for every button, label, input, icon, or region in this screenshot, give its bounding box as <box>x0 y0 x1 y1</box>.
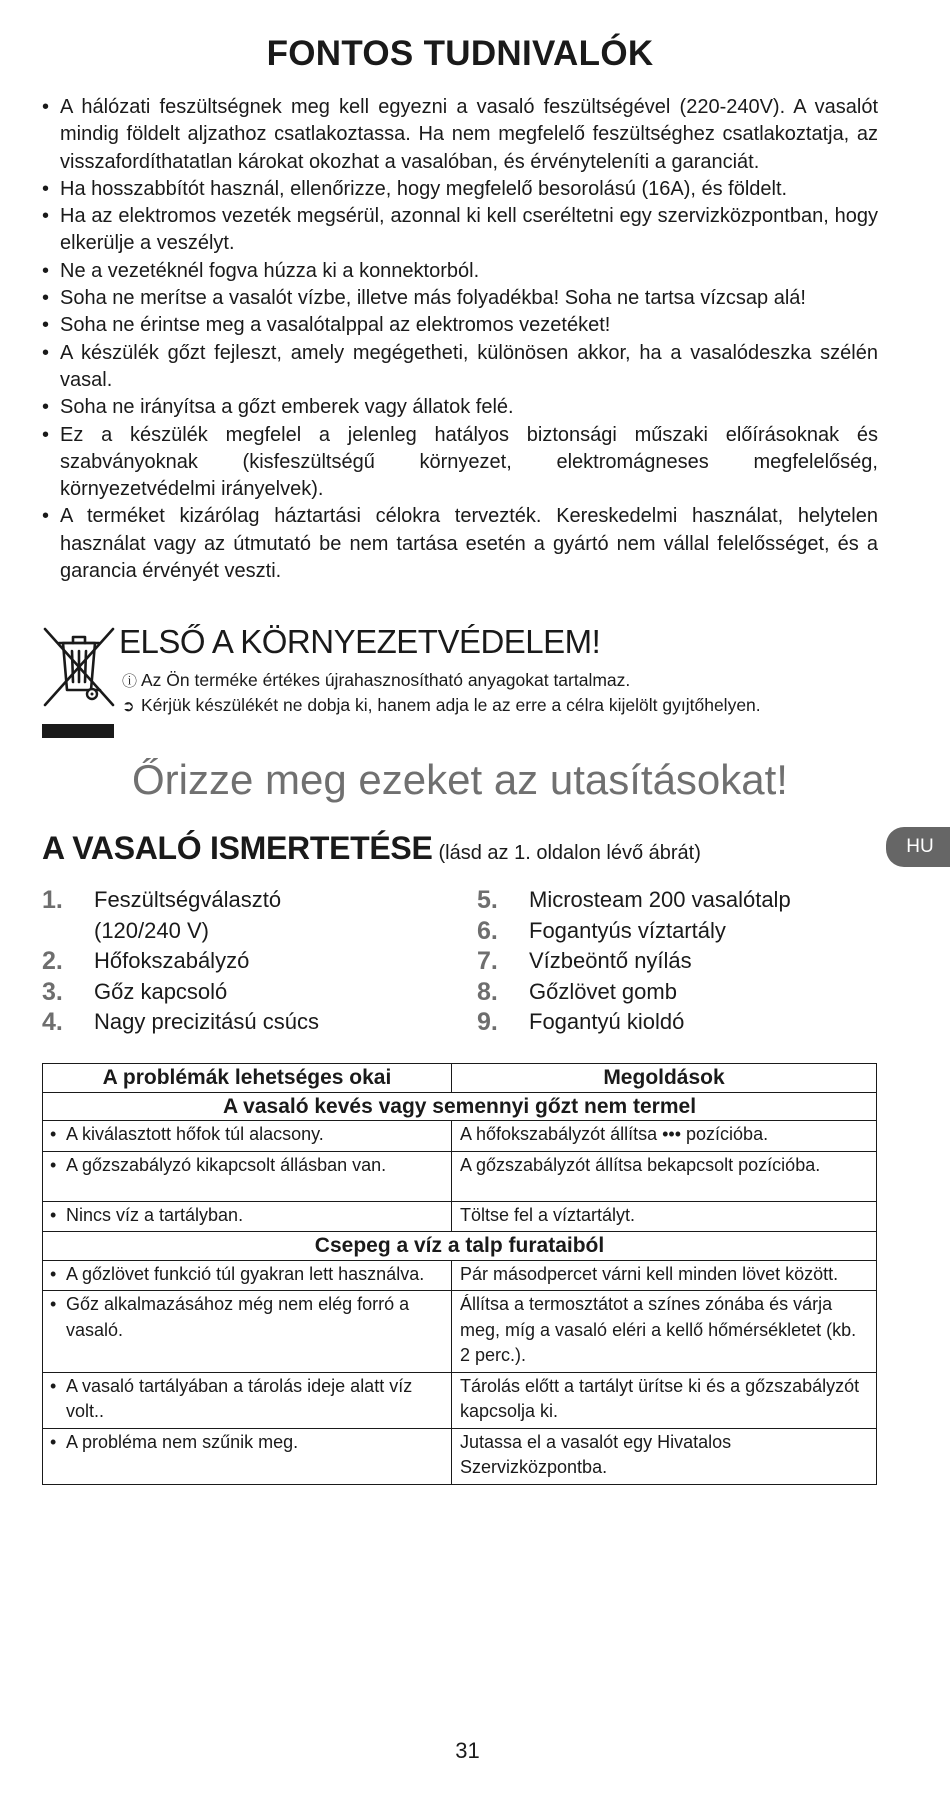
part-label: Fogantyús víztartály <box>529 917 726 943</box>
part-number: 4. <box>42 1008 63 1036</box>
part-number: 7. <box>477 947 498 975</box>
cause-cell: • A gőzszabályzó kikapcsolt állásban van. <box>43 1151 452 1201</box>
solution-cell: Állítsa a termosztátot a színes zónába és várja meg, míg a vasaló eléri a kellő hőmérsékletet (kb. 2 perc.). <box>452 1291 877 1373</box>
part-label: Fogantyú kioldó <box>529 1009 685 1034</box>
cause-cell: • A probléma nem szűnik meg. <box>43 1428 452 1484</box>
divider-bar <box>42 724 114 738</box>
description-title: A VASALÓ ISMERTETÉSE <box>42 830 433 866</box>
recyclable-note-text: Az Ön terméke értékes újrahasznosítható anyagokat tartalmaz. <box>141 670 631 690</box>
part-item <box>477 946 897 977</box>
solution-cell: Töltse fel a víztartályt. <box>452 1201 877 1232</box>
part-label: Nagy precizitású csúcs <box>94 1009 319 1034</box>
table-section-row <box>43 1232 877 1261</box>
crossed-out-wheelie-bin-icon <box>42 626 116 708</box>
part-item <box>42 1007 442 1038</box>
table-section-row <box>43 1092 877 1121</box>
table-row <box>43 1291 877 1373</box>
part-item <box>477 977 897 1008</box>
safety-item: • A terméket kizárólag háztartási célokra tervezték. Kereskedelmi használat, helytelen használat vagy az útmutató be nem tartása esetén a gyártó nem vállal felelősséget, és a garancia érvényét veszti. <box>42 503 878 585</box>
part-label: Gőzlövet gomb <box>529 978 677 1004</box>
part-number: 2. <box>42 947 63 975</box>
info-icon: ⓘ <box>122 673 138 690</box>
section-heading: Csepeg a víz a talp furataiból <box>43 1232 877 1261</box>
solution-cell: A hőfokszabályzót állítsa ••• pozícióba. <box>452 1121 877 1152</box>
safety-list <box>42 94 878 585</box>
safety-item: • Ne a vezetéknél fogva húzza ki a konnektorból. <box>42 258 878 285</box>
solution-cell: Pár másodpercet várni kell minden lövet között. <box>452 1260 877 1291</box>
safety-item: • Ha az elektromos vezeték megsérül, azonnal ki kell cseréltetni egy szervizközpontban, hogy elkerülje a veszélyt. <box>42 203 878 258</box>
cause-cell: • A vasaló tartályában a tárolás ideje alatt víz volt.. <box>43 1372 452 1428</box>
language-tab: HU <box>886 827 950 867</box>
part-number: 8. <box>477 977 498 1006</box>
table-row <box>43 1201 877 1232</box>
part-label-detail: (120/240 V) <box>94 917 209 943</box>
recyclable-note <box>122 669 630 693</box>
causes-header: A problémák lehetséges okai <box>43 1064 452 1093</box>
page-number: 31 <box>455 1738 480 1763</box>
disposal-note-text: Kérjük készülékét ne dobja ki, hanem adja le az erre a célra kijelölt gyıjtőhelyen. <box>141 695 761 715</box>
disposal-note <box>122 694 761 718</box>
table-row <box>43 1372 877 1428</box>
cause-cell: • A gőzlövet funkció túl gyakran lett használva. <box>43 1260 452 1291</box>
environment-section <box>42 622 902 742</box>
part-number: 6. <box>477 916 498 945</box>
table-row <box>43 1428 877 1484</box>
part-number: 5. <box>477 886 498 914</box>
part-number: 3. <box>42 977 63 1006</box>
solution-cell: A gőzszabályzót állítsa bekapcsolt pozícióba. <box>452 1151 877 1201</box>
table-row <box>43 1121 877 1152</box>
safety-item: • A hálózati feszültségnek meg kell egyezni a vasaló feszültségével (220-240V). A vasalót mindig földelt aljzathoz csatlakoztassa. Ha nem megfelelő feszültséghez csatlakoztatja, az visszafordíthatatlan károkat okozhat a vasalóban, és érvényteleníti a garanciát. <box>42 94 878 176</box>
solution-cell: Jutassa el a vasalót egy Hivatalos Szervizközpontba. <box>452 1428 877 1484</box>
table-row <box>43 1260 877 1291</box>
parts-list-left <box>42 885 442 1038</box>
part-label: Feszültségválasztó <box>94 887 282 912</box>
page-title: FONTOS TUDNIVALÓK <box>266 34 654 73</box>
arrow-icon: ➲ <box>122 698 135 715</box>
keep-instructions-heading: Őrizze meg ezeket az utasításokat! <box>132 756 788 803</box>
part-label: Hőfokszabályzó <box>94 948 250 973</box>
part-number: 1. <box>42 886 63 914</box>
cause-cell: • Nincs víz a tartályban. <box>43 1201 452 1232</box>
part-label: Gőz kapcsoló <box>94 978 228 1004</box>
troubleshooting-table <box>42 1063 877 1485</box>
part-label: Microsteam 200 vasalótalp <box>529 887 791 912</box>
table-row <box>43 1151 877 1201</box>
part-item <box>477 1007 897 1038</box>
part-item <box>477 916 897 947</box>
part-item <box>42 977 442 1008</box>
description-note: (lásd az 1. oldalon lévő ábrát) <box>438 842 701 864</box>
part-item <box>42 885 442 946</box>
table-header-row <box>43 1064 877 1093</box>
part-item <box>42 946 442 977</box>
safety-item: • Soha ne merítse a vasalót vízbe, illetve más folyadékba! Soha ne tartsa vízcsap alá! <box>42 285 878 312</box>
part-label: Vízbeöntő nyílás <box>529 948 692 973</box>
safety-item: • Soha ne érintse meg a vasalótalppal az elektromos vezetéket! <box>42 312 878 339</box>
environment-title: ELSŐ A KÖRNYEZETVÉDELEM! <box>119 623 601 660</box>
parts-list-right <box>477 885 897 1038</box>
solutions-header: Megoldások <box>452 1064 877 1093</box>
description-heading <box>42 830 701 867</box>
safety-item: • Soha ne irányítsa a gőzt emberek vagy állatok felé. <box>42 394 878 421</box>
solution-cell: Tárolás előtt a tartályt ürítse ki és a gőzszabályzót kapcsolja ki. <box>452 1372 877 1428</box>
cause-cell: • Gőz alkalmazásához még nem elég forró a vasaló. <box>43 1291 452 1373</box>
safety-item: • Ez a készülék megfelel a jelenleg hatályos biztonsági műszaki előírásoknak és szabványoknak (kisfeszültségű környezet, elektromágneses megfelelőség, környezetvédelmi irányelvek). <box>42 422 878 504</box>
cause-cell: • A kiválasztott hőfok túl alacsony. <box>43 1121 452 1152</box>
safety-item: • A készülék gőzt fejleszt, amely megégetheti, különösen akkor, ha a vasalódeszka szélén vasal. <box>42 340 878 395</box>
part-number: 9. <box>477 1008 498 1036</box>
part-item <box>477 885 897 916</box>
section-heading: A vasaló kevés vagy semennyi gőzt nem termel <box>43 1092 877 1121</box>
safety-item: • Ha hosszabbítót használ, ellenőrizze, hogy megfelelő besorolású (16A), és földelt. <box>42 176 878 203</box>
